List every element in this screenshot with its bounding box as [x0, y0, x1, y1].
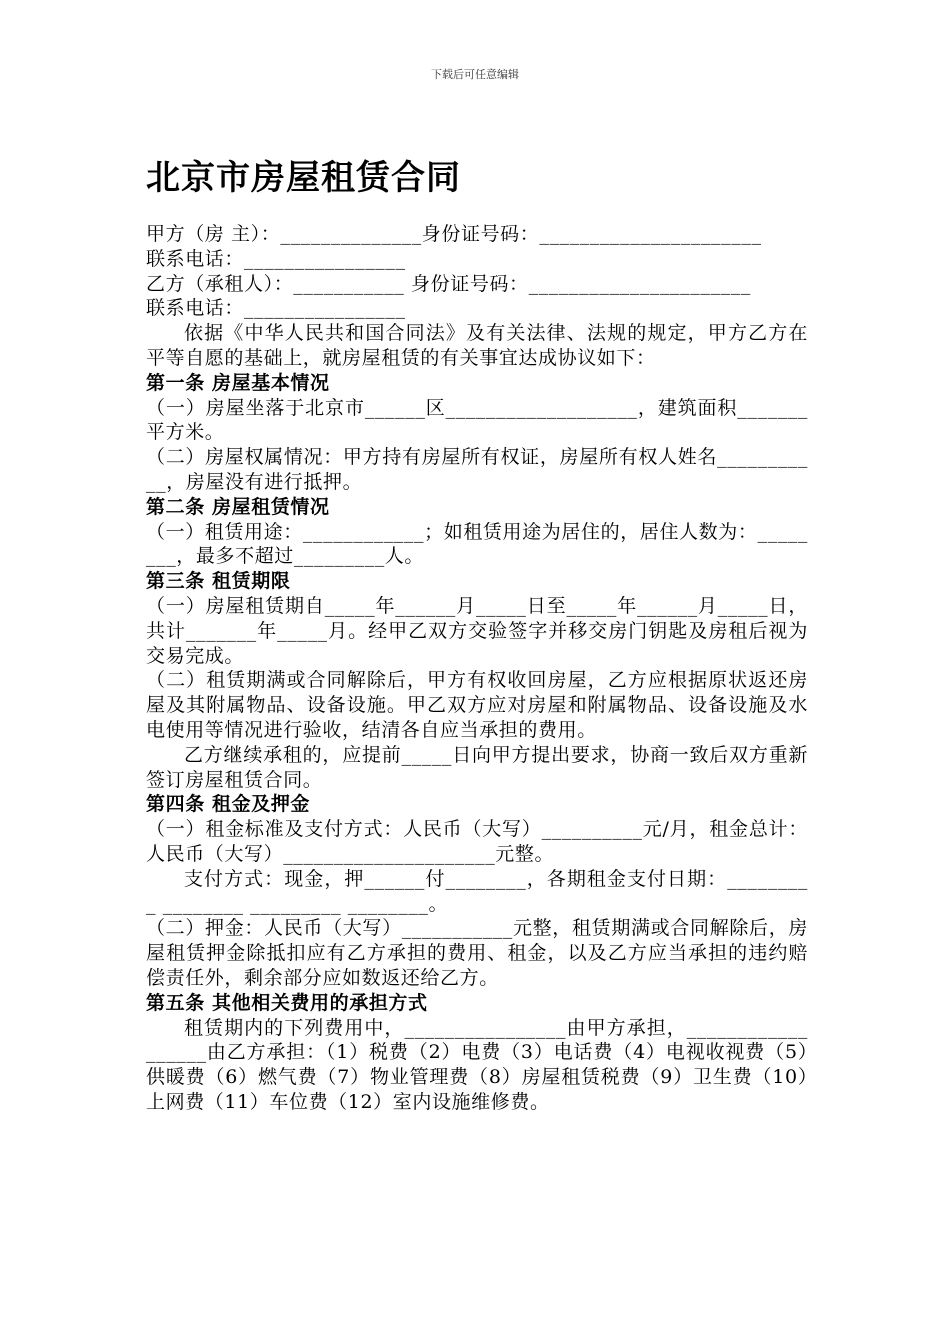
page-header-note: 下载后可任意编辑	[431, 68, 519, 81]
article-3-clause-1: （一）房屋租赁期自_____年______月_____日至_____年______月_____日，共计_______年_____月。经甲乙双方交验签字并移交房门钥匙及房租后视为交易完成。	[146, 594, 808, 667]
article-4-clause-2: （二）押金：人民币（大写）___________元整，租赁期满或合同解除后，房屋租赁押金除抵扣应有乙方承担的费用、租金，以及乙方应当承担的违约赔偿责任外，剩余部分应如数返还给乙方。	[146, 917, 808, 989]
article-4-heading: 第四条 租金及押金	[146, 793, 311, 816]
article-1-clause-2: （二）房屋权属情况：甲方持有房屋所有权证，房屋所有权人姓名___________，房屋没有进行抵押。	[146, 446, 808, 493]
party-a-line: 甲方（房 主）：______________身份证号码：______________________	[146, 223, 762, 245]
article-1-clause-1: （一）房屋坐落于北京市______区___________________，建筑面积_______平方米。	[146, 396, 808, 444]
article-5-paragraph: 租赁期内的下列费用中，________________由甲方承担，__________________由乙方承担：（1）税费（2）电费（3）电话费（4）电视收视费（5）供暖费（6）燃气费（7）物业管理费（8）房屋租赁税费（9）卫生费（10）上网费（11）车位费（12）室内设施维修费。	[146, 1016, 808, 1113]
article-3-renewal-paragraph: 乙方继续承租的，应提前_____日向甲方提出要求，协商一致后双方重新签订房屋租赁合同。	[146, 743, 808, 791]
article-5-heading: 第五条 其他相关费用的承担方式	[146, 991, 428, 1014]
article-3-clause-2: （二）租赁期满或合同解除后，甲方有权收回房屋，乙方应根据原状返还房屋及其附属物品、设备设施。甲乙双方应对房屋和附属物品、设备设施及水电使用等情况进行验收，结清各自应当承担的费用。	[146, 669, 808, 741]
document-title: 北京市房屋租赁合同	[146, 158, 461, 198]
preamble-paragraph: 依据《中华人民共和国合同法》及有关法律、法规的规定，甲方乙方在平等自愿的基础上，就房屋租赁的有关事宜达成协议如下：	[146, 322, 808, 369]
article-4-clause-1: （一）租金标准及支付方式：人民币（大写）__________元/月，租金总计：人民币（大写）_____________________元整。	[146, 818, 808, 865]
contract-body	[146, 222, 808, 1115]
article-4-payment-method: 支付方式：现金，押______付________，各期租金支付日期：_________ ________ _________ ________。	[146, 867, 808, 915]
article-3-heading: 第三条 租赁期限	[146, 570, 291, 593]
party-b-phone-line: 联系电话：________________	[146, 297, 406, 320]
article-2-heading: 第二条 房屋租赁情况	[146, 495, 330, 518]
party-b-line: 乙方（承租人）：___________ 身份证号码：______________________	[146, 272, 751, 295]
article-2-clause-1: （一）租赁用途：____________；如租赁用途为居住的，居住人数为：________，最多不超过_________人。	[146, 520, 808, 568]
party-a-phone-line: 联系电话：________________	[146, 247, 406, 270]
article-1-heading: 第一条 房屋基本情况	[146, 371, 330, 394]
